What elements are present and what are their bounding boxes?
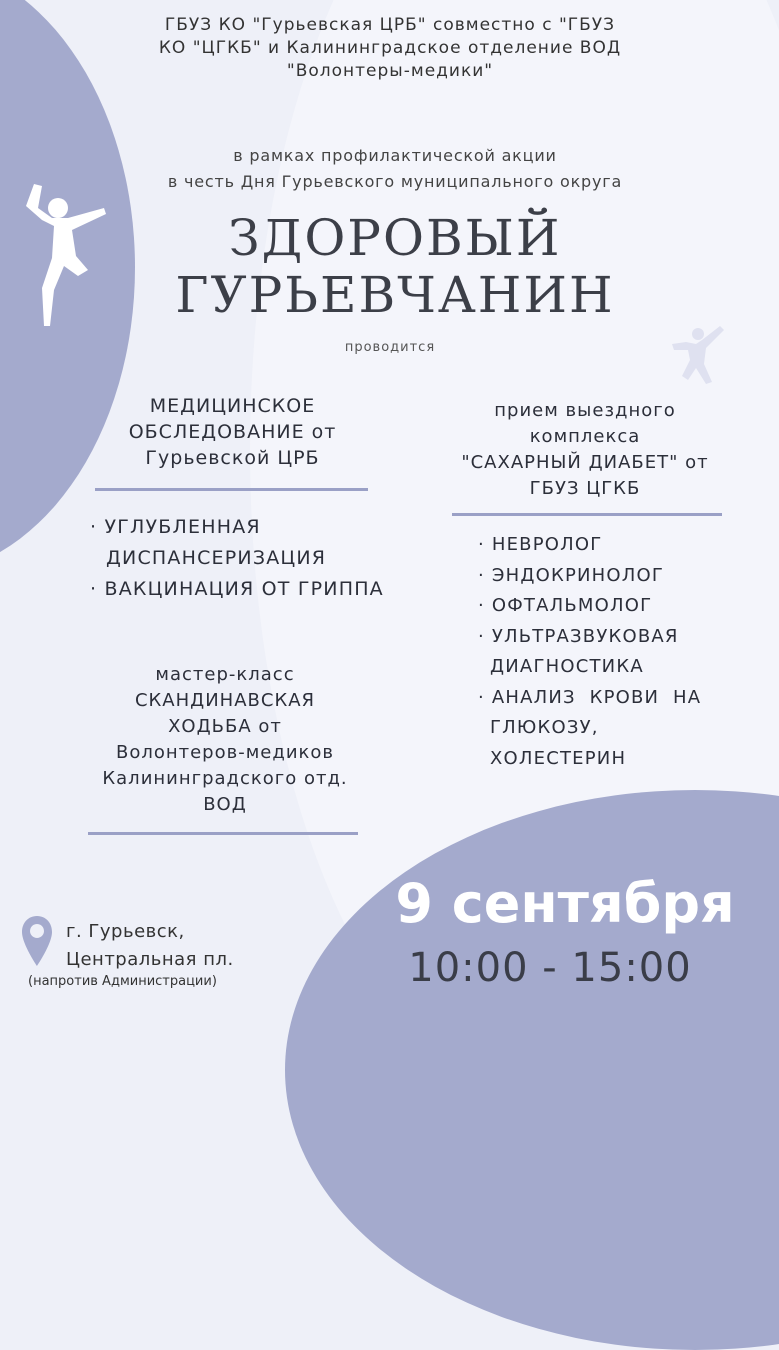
heading-line: СКАНДИНАВСКАЯ [134, 690, 316, 711]
organizers-line: "Волонтеры-медики" [286, 61, 494, 81]
event-title [100, 210, 690, 324]
list-item: · НЕВРОЛОГ [478, 534, 603, 555]
location-note: (напротив Администрации) [28, 974, 217, 989]
heading-line: ГБУЗ ЦГКБ [529, 478, 641, 499]
event-date: 9 сентября [395, 872, 735, 935]
context-line: в честь Дня Гурьевского муниципального округа [167, 172, 623, 191]
location-address [66, 918, 286, 974]
masterclass-heading [75, 662, 375, 818]
medical-exam-list [90, 512, 430, 605]
held-label: проводится [344, 340, 436, 355]
dancer-small-icon [668, 320, 728, 390]
dancer-icon [12, 178, 112, 330]
organizers-line: ГБУЗ КО "Гурьевская ЦРБ" совместно с "ГБУЗ [164, 15, 616, 35]
address-line: Центральная пл. [66, 949, 234, 970]
organizers-line: КО "ЦГКБ" и Калининградское отделение ВОД [158, 38, 622, 58]
context-line: в рамках профилактической акции [233, 146, 557, 165]
diabetes-complex-heading [425, 398, 745, 502]
heading-line: ВОД [203, 794, 247, 815]
list-item: · ЭНДОКРИНОЛОГ [478, 564, 665, 586]
specialists-list [478, 530, 768, 774]
heading-line: Волонтеров-медиков [115, 742, 335, 763]
event-time: 10:00 - 15:00 [408, 945, 692, 991]
list-item: · УЛЬТРАЗВУКОВАЯ [478, 625, 679, 647]
list-item: ДИСПАНСЕРИЗАЦИЯ [106, 547, 327, 569]
list-item: ГЛЮКОЗУ, [490, 717, 599, 738]
heading-line: Гурьевской ЦРБ [145, 447, 320, 469]
divider-masterclass [88, 832, 358, 835]
location-pin-icon [20, 914, 54, 968]
list-item: · УГЛУБЛЕННАЯ [90, 516, 261, 538]
heading-line: "САХАРНЫЙ ДИАБЕТ" от [461, 452, 709, 473]
heading-line: ОБСЛЕДОВАНИЕ от [128, 421, 337, 443]
list-item: ДИАГНОСТИКА [490, 656, 644, 677]
list-item: ХОЛЕСТЕРИН [490, 747, 627, 769]
heading-line: комплекса [529, 426, 641, 447]
heading-line: ХОДЬБА от [168, 716, 282, 737]
context-text [120, 143, 670, 195]
title-line: ЗДОРОВЫЙ [228, 209, 562, 267]
address-line: г. Гурьевск, [66, 921, 185, 942]
list-item: · ВАКЦИНАЦИЯ ОТ ГРИППА [90, 578, 384, 600]
heading-line: Калининградского отд. [102, 768, 348, 789]
list-item: · ОФТАЛЬМОЛОГ [478, 595, 653, 616]
medical-exam-heading [90, 393, 375, 471]
heading-line: мастер-класс [155, 664, 295, 685]
divider-right [452, 513, 722, 516]
title-line: ГУРЬЕВЧАНИН [175, 266, 615, 324]
heading-line: прием выездного [494, 400, 676, 421]
heading-line: МЕДИЦИНСКОЕ [149, 395, 316, 417]
list-item: · АНАЛИЗ КРОВИ НА [478, 686, 702, 708]
organizers-text [100, 14, 680, 83]
divider-left [95, 488, 368, 491]
